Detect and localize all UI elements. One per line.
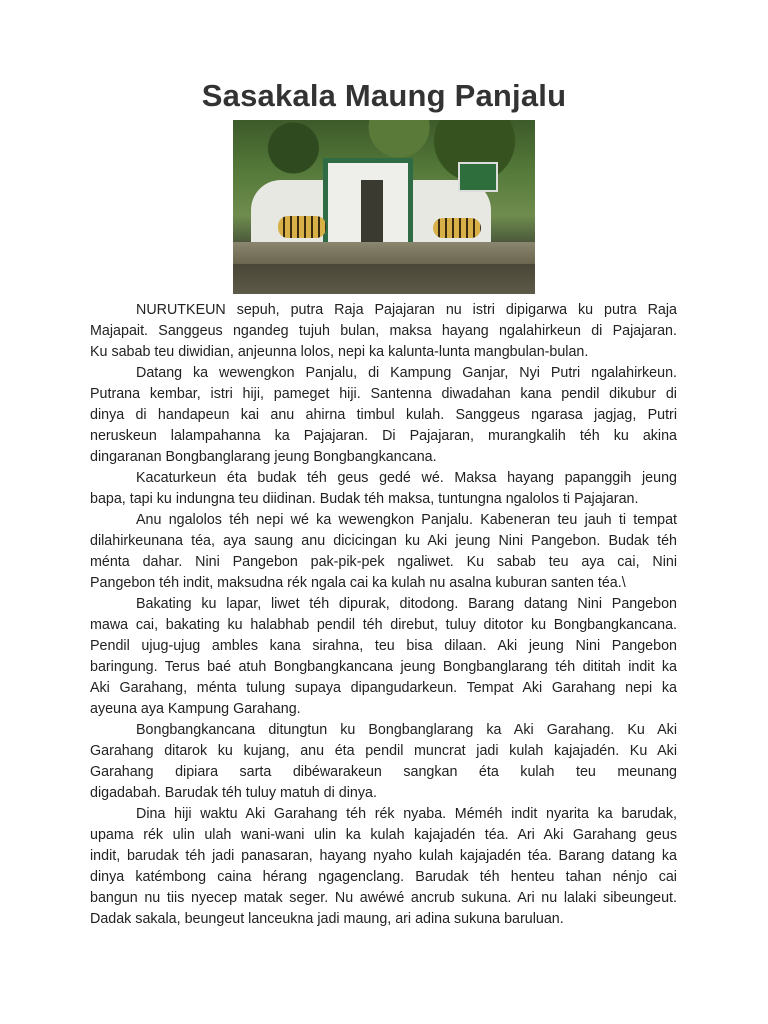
text-line: Ku sabab teu diwidian, anjeunna lolos, nepi ka kalunta-lunta mangbulan-bulan. <box>90 344 589 360</box>
text-line: dingaranan Bongbanglarang jeung Bongbangkancana. <box>90 449 437 465</box>
document-title: Sasakala Maung Panjalu <box>201 78 567 113</box>
text-line: Bakating ku lapar, liwet téh dipurak, ditodong. Barang datang Nini Pangebon <box>136 596 677 612</box>
text-line: Putrana kembar, istri hiji, pameget hiji. Santenna diwadahan kana pendil dikubur di <box>90 386 677 402</box>
photo-tiger-statue <box>278 216 326 238</box>
text-line: neruskeun lalampahanna ka Pajajaran. Di Pajajaran, murangkalih téh ku akina <box>90 428 677 444</box>
paragraph <box>90 510 677 594</box>
text-line: dinya katémbong caina hérang ngagenclang. Barudak téh henteu tahan nénjo cai <box>90 869 677 885</box>
text-line: Datang ka wewengkon Panjalu, di Kampung Ganjar, Nyi Putri ngalahirkeun. <box>136 365 677 381</box>
text-line: dinya di handapeun kai anu ahirna timbul kulah. Sanggeus ngarasa jagjag, Putri <box>90 407 677 423</box>
text-line: NURUTKEUN sepuh, putra Raja Pajajaran nu istri dipigarwa ku putra Raja <box>136 302 677 318</box>
text-line: Kacaturkeun éta budak téh geus gedé wé. Maksa hayang papanggih jeung <box>136 470 677 486</box>
text-line: Aki Garahang, ménta tulung supaya dipangudarkeun. Tempat Aki Garahang nepi ka <box>90 680 677 696</box>
text-line: Anu ngalolos téh nepi wé ka wewengkon Panjalu. Kabeneran teu jauh ti tempat <box>136 512 677 528</box>
text-line: upama rék ulin ulah wani-wani ulin ka kulah kajajadén téa. Ari Aki Garahang geus <box>90 827 677 843</box>
text-line: Pangebon téh indit, maksudna rék ngala cai ka kulah nu asalna kuburan santen téa.\ <box>90 575 626 591</box>
text-line: indit, barudak téh jadi panasaran, hayang nyaho kulah kajajadén téa. Barang datang ka <box>90 848 677 864</box>
photo-deck <box>233 242 535 264</box>
text-line: Bongbangkancana ditungtun ku Bongbanglarang ka Aki Garahang. Ku Aki <box>136 722 677 738</box>
text-line: Garahang ditarok ku kujang, anu éta pendil muncrat jadi kulah kajajadén. Ku Aki <box>90 743 677 759</box>
paragraph <box>90 363 677 468</box>
text-line: ménta dahar. Nini Pangebon pak-pik-pek ngaliwet. Ku sabab teu aya cai, Nini <box>90 554 677 570</box>
text-line: Garahang dipiara sarta dibéwarakeun sangkan éta kulah teu meunang <box>90 764 677 780</box>
paragraph <box>90 804 677 930</box>
text-line: digadabah. Barudak téh tuluy matuh di dinya. <box>90 785 377 801</box>
photo-water <box>233 264 535 294</box>
paragraph <box>90 300 677 363</box>
text-line: baringung. Terus baé atuh Bongbangkancana jeung Bongbanglarang téh dititah indit ka <box>90 659 677 675</box>
text-line: Dina hiji waktu Aki Garahang téh rék nyaba. Méméh indit nyarita ka barudak, <box>136 806 677 822</box>
text-line: Pendil ujug-ujug ambles kana sirahna, teu bisa dilaan. Aki jeung Nini Pangebon <box>90 638 677 654</box>
text-line: ayeuna aya Kampung Garahang. <box>90 701 301 717</box>
text-line: Dadak sakala, beungeut lanceukna jadi maung, ari adina sukuna baruluan. <box>90 911 564 927</box>
paragraph <box>90 720 677 804</box>
text-line: dilahirkeunana téa, aya saung anu dicicingan ku Aki jeung Nini Pangebon. Budak téh <box>90 533 677 549</box>
text-line: Majapait. Sanggeus ngandeg tujuh bulan, maksa hayang ngalahirkeun di Pajajaran. <box>90 323 677 339</box>
paragraph <box>90 594 677 720</box>
photo-tiger-statue <box>433 218 481 238</box>
text-line: bapa, tapi ku indungna teu diidinan. Budak téh maksa, tuntungna ngalolos ti Pajajaran. <box>90 491 639 507</box>
photo-door <box>361 180 383 242</box>
shrine-photo <box>233 120 535 294</box>
photo-sign <box>458 162 498 192</box>
document-body <box>90 300 677 930</box>
paragraph <box>90 468 677 510</box>
text-line: bangun nu tiis nyecep matak seger. Nu awéwé ancrub sukuna. Ari nu lalaki sibeungeut. <box>90 890 677 906</box>
text-line: mawa cai, bakating ku halabhab pendil téh direbut, tuluy ditotor ku Bongbangkancana. <box>90 617 677 633</box>
